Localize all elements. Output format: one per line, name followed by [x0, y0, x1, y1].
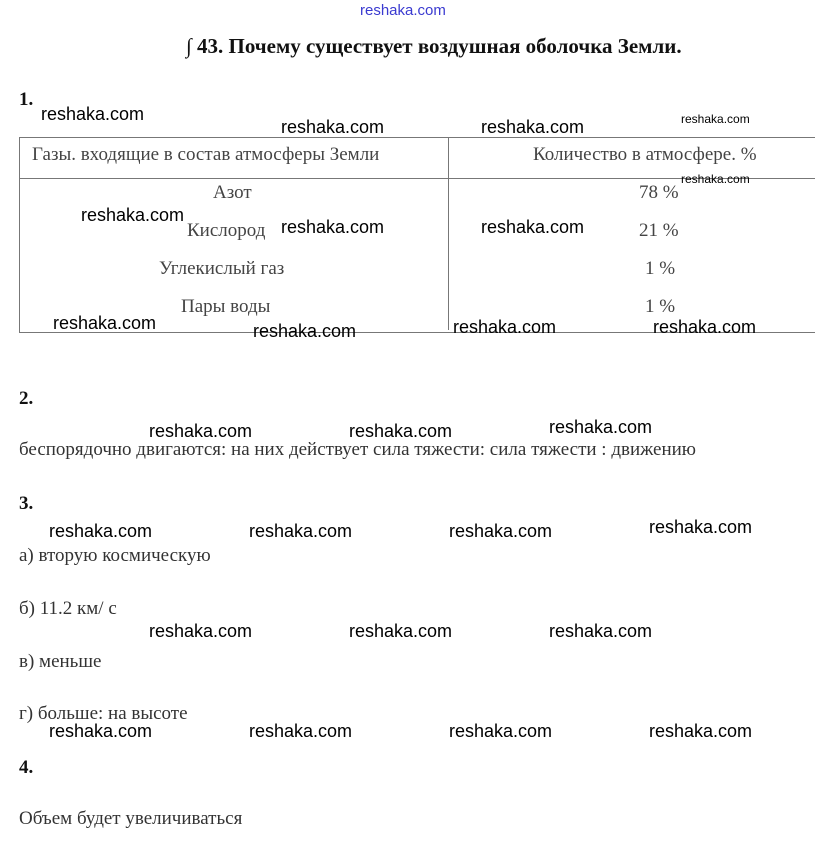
question-2-answer: беспорядочно двигаются: на них действует сила тяжести: сила тяжести : движению	[19, 439, 696, 460]
question-3-answer-d: г) больше: на высоте	[19, 703, 188, 724]
watermark: reshaka.com	[149, 621, 253, 641]
watermark: reshaka.com	[549, 621, 653, 641]
table-header-gas: Газы. входящие в состав атмосферы Земли	[32, 144, 380, 165]
watermark: reshaka.com	[49, 721, 153, 741]
watermark: reshaka.com	[281, 117, 385, 137]
watermark: reshaka.com	[481, 217, 585, 237]
watermark: reshaka.com	[481, 117, 585, 137]
site-link[interactable]: reshaka.com	[360, 2, 446, 19]
watermark: reshaka.com	[449, 521, 553, 541]
watermark: reshaka.com	[449, 721, 553, 741]
question-1-number: 1.	[19, 89, 34, 110]
watermark: reshaka.com	[281, 217, 385, 237]
watermark: reshaka.com	[249, 521, 353, 541]
question-3-answer-c: в) меньше	[19, 651, 102, 672]
watermark: reshaka.com	[453, 317, 557, 337]
table-cell-amount: 1 %	[645, 258, 676, 279]
watermark: reshaka.com	[653, 317, 757, 337]
table-cell-gas: Углекислый газ	[159, 258, 285, 279]
gas-table	[19, 137, 815, 333]
watermark: reshaka.com	[53, 313, 157, 333]
watermark: reshaka.com	[349, 621, 453, 641]
question-2-number: 2.	[19, 388, 34, 409]
table-cell-gas: Азот	[213, 182, 252, 203]
watermark: reshaka.com	[81, 205, 185, 225]
table-cell-amount: 1 %	[645, 296, 676, 317]
table-cell-amount: 21 %	[639, 220, 679, 241]
watermark: reshaka.com	[349, 421, 453, 441]
question-3-number: 3.	[19, 493, 34, 514]
watermark: reshaka.com	[49, 521, 153, 541]
watermark: reshaka.com	[681, 172, 750, 186]
table-cell-gas: Кислород	[187, 220, 266, 241]
page-title: ∫ 43. Почему существует воздушная оболочка Земли.	[186, 34, 682, 58]
table-cell-amount: 78 %	[639, 182, 679, 203]
question-4-answer: Объем будет увеличиваться	[19, 808, 243, 829]
table-divider	[448, 138, 449, 330]
question-3-answer-b: б) 11.2 км/ с	[19, 598, 117, 619]
watermark: reshaka.com	[649, 517, 753, 537]
question-3-answer-a: а) вторую космическую	[19, 545, 211, 566]
watermark: reshaka.com	[681, 112, 750, 126]
table-cell-gas: Пары воды	[181, 296, 271, 317]
watermark: reshaka.com	[41, 104, 145, 124]
watermark: reshaka.com	[249, 721, 353, 741]
watermark: reshaka.com	[649, 721, 753, 741]
watermark: reshaka.com	[253, 321, 357, 341]
watermark: reshaka.com	[549, 417, 653, 437]
table-header-amount: Количество в атмосфере. %	[533, 144, 757, 165]
question-4-number: 4.	[19, 757, 34, 778]
watermark: reshaka.com	[149, 421, 253, 441]
